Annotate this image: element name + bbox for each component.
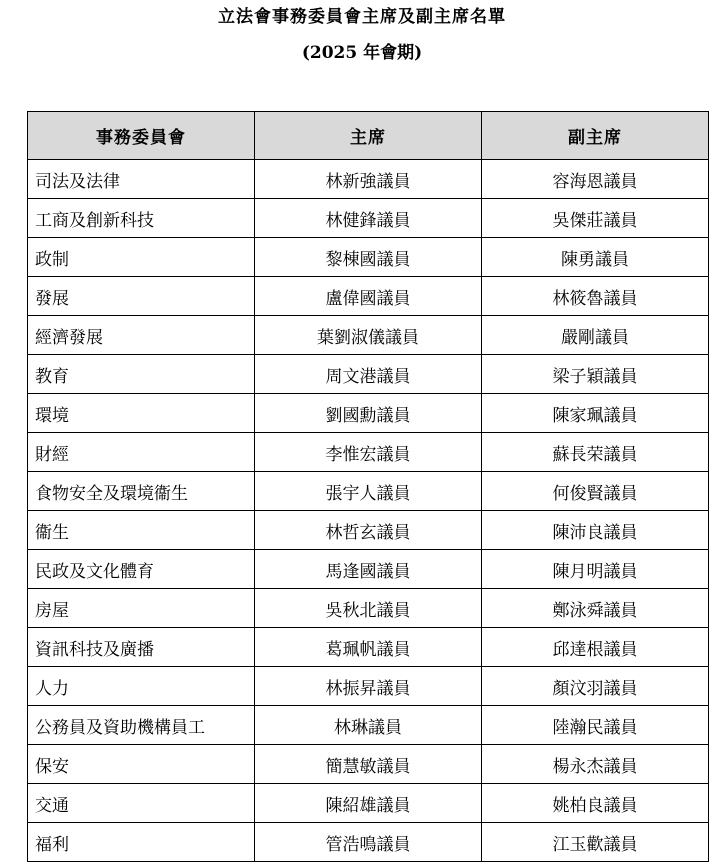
deputy-chairman-cell: 嚴剛議員 bbox=[482, 316, 709, 355]
committee-name-cell: 保安 bbox=[28, 745, 255, 784]
chairman-cell: 黎棟國議員 bbox=[255, 238, 482, 277]
chairman-cell: 林哲玄議員 bbox=[255, 511, 482, 550]
header-deputy-chairman: 副主席 bbox=[482, 112, 709, 160]
chairman-cell: 葛珮帆議員 bbox=[255, 628, 482, 667]
table-row bbox=[28, 589, 709, 628]
document-subtitle: (2025 年會期) bbox=[301, 43, 423, 63]
committee-name-cell: 政制 bbox=[28, 238, 255, 277]
table-row bbox=[28, 238, 709, 277]
chairman-cell: 張宇人議員 bbox=[255, 472, 482, 511]
chairman-cell: 葉劉淑儀議員 bbox=[255, 316, 482, 355]
chairman-cell: 管浩鳴議員 bbox=[255, 823, 482, 862]
chairman-cell: 林健鋒議員 bbox=[255, 199, 482, 238]
chairman-cell: 李惟宏議員 bbox=[255, 433, 482, 472]
deputy-chairman-cell: 陸瀚民議員 bbox=[482, 706, 709, 745]
deputy-chairman-cell: 鄭泳舜議員 bbox=[482, 589, 709, 628]
chairman-cell: 簡慧敏議員 bbox=[255, 745, 482, 784]
chairman-cell: 陳紹雄議員 bbox=[255, 784, 482, 823]
chairman-cell: 盧偉國議員 bbox=[255, 277, 482, 316]
committee-name-cell: 公務員及資助機構員工 bbox=[28, 706, 255, 745]
chairman-cell: 林振昇議員 bbox=[255, 667, 482, 706]
committee-name-cell: 福利 bbox=[28, 823, 255, 862]
table-row bbox=[28, 160, 709, 199]
table-row bbox=[28, 394, 709, 433]
deputy-chairman-cell: 吳傑莊議員 bbox=[482, 199, 709, 238]
committee-name-cell: 發展 bbox=[28, 277, 255, 316]
deputy-chairman-cell: 江玉歡議員 bbox=[482, 823, 709, 862]
deputy-chairman-cell: 陳月明議員 bbox=[482, 550, 709, 589]
deputy-chairman-cell: 容海恩議員 bbox=[482, 160, 709, 199]
deputy-chairman-cell: 邱達根議員 bbox=[482, 628, 709, 667]
table-row bbox=[28, 550, 709, 589]
committee-name-cell: 衞生 bbox=[28, 511, 255, 550]
committee-table bbox=[27, 111, 709, 862]
table-row bbox=[28, 277, 709, 316]
committee-name-cell: 環境 bbox=[28, 394, 255, 433]
deputy-chairman-cell: 何俊賢議員 bbox=[482, 472, 709, 511]
chairman-cell: 周文港議員 bbox=[255, 355, 482, 394]
header-chairman: 主席 bbox=[255, 112, 482, 160]
committee-name-cell: 司法及法律 bbox=[28, 160, 255, 199]
deputy-chairman-cell: 陳沛良議員 bbox=[482, 511, 709, 550]
table-row bbox=[28, 706, 709, 745]
table-header-row bbox=[28, 112, 709, 160]
table-row bbox=[28, 628, 709, 667]
chairman-cell: 林琳議員 bbox=[255, 706, 482, 745]
table-row bbox=[28, 355, 709, 394]
table-row bbox=[28, 823, 709, 862]
deputy-chairman-cell: 林筱魯議員 bbox=[482, 277, 709, 316]
chairman-cell: 馬逢國議員 bbox=[255, 550, 482, 589]
table-row bbox=[28, 667, 709, 706]
committee-name-cell: 人力 bbox=[28, 667, 255, 706]
table-row bbox=[28, 472, 709, 511]
committee-name-cell: 房屋 bbox=[28, 589, 255, 628]
table-row bbox=[28, 199, 709, 238]
table-row bbox=[28, 784, 709, 823]
deputy-chairman-cell: 楊永杰議員 bbox=[482, 745, 709, 784]
committee-name-cell: 食物安全及環境衞生 bbox=[28, 472, 255, 511]
chairman-cell: 吳秋北議員 bbox=[255, 589, 482, 628]
committee-name-cell: 資訊科技及廣播 bbox=[28, 628, 255, 667]
document-title: 立法會事務委員會主席及副主席名單 bbox=[218, 7, 506, 27]
committee-name-cell: 交通 bbox=[28, 784, 255, 823]
chairman-cell: 劉國勳議員 bbox=[255, 394, 482, 433]
deputy-chairman-cell: 姚柏良議員 bbox=[482, 784, 709, 823]
chairman-cell: 林新強議員 bbox=[255, 160, 482, 199]
committee-name-cell: 教育 bbox=[28, 355, 255, 394]
deputy-chairman-cell: 蘇長荣議員 bbox=[482, 433, 709, 472]
deputy-chairman-cell: 陳勇議員 bbox=[482, 238, 709, 277]
committee-name-cell: 民政及文化體育 bbox=[28, 550, 255, 589]
committee-name-cell: 財經 bbox=[28, 433, 255, 472]
deputy-chairman-cell: 梁子穎議員 bbox=[482, 355, 709, 394]
table-body bbox=[28, 160, 709, 862]
deputy-chairman-cell: 陳家珮議員 bbox=[482, 394, 709, 433]
committee-name-cell: 經濟發展 bbox=[28, 316, 255, 355]
table-row bbox=[28, 316, 709, 355]
table-row bbox=[28, 511, 709, 550]
deputy-chairman-cell: 顏汶羽議員 bbox=[482, 667, 709, 706]
committee-name-cell: 工商及創新科技 bbox=[28, 199, 255, 238]
table-row bbox=[28, 433, 709, 472]
table-row bbox=[28, 745, 709, 784]
header-committee: 事務委員會 bbox=[28, 112, 255, 160]
